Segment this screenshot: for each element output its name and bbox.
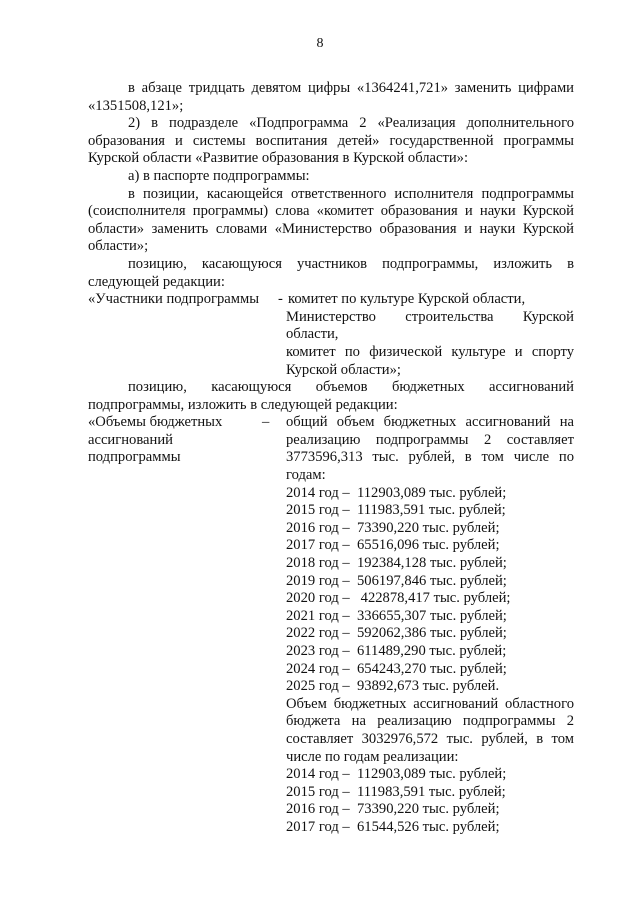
year-allocation-row: 2021 год – 336655,307 тыс. рублей; <box>286 607 507 624</box>
paragraph-4: в позиции, касающейся ответственного исполнителя подпрограммы (соисполнителя программы) слова «комитет образования и науки Курской области» заменить словами «Министерство образования и науки Курской области»; <box>88 185 574 255</box>
paragraph-2: 2) в подразделе «Подпрограмма 2 «Реализация дополнительного образования и системы воспитания детей» государственной программы Курской области «Развитие образования в Курской области»: <box>88 115 574 167</box>
participants-continued <box>88 309 574 379</box>
year-allocation-row: 2017 год – 61544,526 тыс. рублей; <box>286 818 500 835</box>
year-allocation-row: 2017 год – 65516,096 тыс. рублей; <box>286 537 500 554</box>
year-allocation-row: 2018 год – 192384,128 тыс. рублей; <box>286 555 507 572</box>
year-allocation-row: 2025 год – 93892,673 тыс. рублей. <box>286 678 500 695</box>
participants-label: «Участники подпрограммы <box>88 291 260 308</box>
budget-total-text: общий объем бюджетных ассигнований на реализацию подпрограммы 2 составляет 3773596,313 тыс. рублей, в том числе по годам: <box>286 414 574 484</box>
year-allocation-row: 2020 год – 422878,417 тыс. рублей; <box>286 590 511 607</box>
participant-2: Министерство строительства Курской области, <box>286 308 574 343</box>
budget-dash: – <box>262 414 270 431</box>
budget-block <box>88 414 574 836</box>
year-allocation-row: 2024 год – 654243,270 тыс. рублей; <box>286 660 507 677</box>
year-allocation-row: 2014 год – 112903,089 тыс. рублей; <box>286 484 507 501</box>
budget-label-text: «Объемы бюджетных ассигнований подпрограммы <box>88 414 223 466</box>
years-total-list <box>286 485 574 696</box>
participant-3: комитет по физической культуре и спорту Курской области»; <box>286 343 574 378</box>
paragraph-5: позицию, касающуюся участников подпрограммы, изложить в следующей редакции: <box>88 255 574 290</box>
budget-regional-text: Объем бюджетных ассигнований областного бюджета на реализацию подпрограммы 2 составляет 3032976,572 тыс. рублей, в том числе по годам реализации: <box>286 695 574 765</box>
document-body <box>88 80 574 837</box>
paragraph-6: позицию, касающуюся объемов бюджетных ассигнований подпрограммы, изложить в следующей редакции: <box>88 379 574 413</box>
budget-details <box>286 414 574 836</box>
participant-1: комитет по культуре Курской области, <box>288 291 526 308</box>
year-allocation-row: 2019 год – 506197,846 тыс. рублей; <box>286 572 507 589</box>
year-allocation-row: 2022 год – 592062,386 тыс. рублей; <box>286 625 507 642</box>
year-allocation-row: 2016 год – 73390,220 тыс. рублей; <box>286 801 500 818</box>
paragraph-3: а) в паспорте подпрограммы: <box>128 167 310 184</box>
participants-block <box>88 291 574 309</box>
budget-label <box>88 414 262 836</box>
year-allocation-row: 2015 год – 111983,591 тыс. рублей; <box>286 783 506 800</box>
page-number: 8 <box>316 36 324 51</box>
year-allocation-row: 2014 год – 112903,089 тыс. рублей; <box>286 766 507 783</box>
year-allocation-row: 2015 год – 111983,591 тыс. рублей; <box>286 502 506 519</box>
year-allocation-row: 2023 год – 611489,290 тыс. рублей; <box>286 643 507 659</box>
participants-dash: - <box>278 291 283 308</box>
paragraph-1: в абзаце тридцать девятом цифры «1364241,721» заменить цифрами «1351508,121»; <box>88 80 574 114</box>
years-regional-list <box>286 766 574 836</box>
participants-list <box>286 291 574 309</box>
year-allocation-row: 2016 год – 73390,220 тыс. рублей; <box>286 519 500 536</box>
